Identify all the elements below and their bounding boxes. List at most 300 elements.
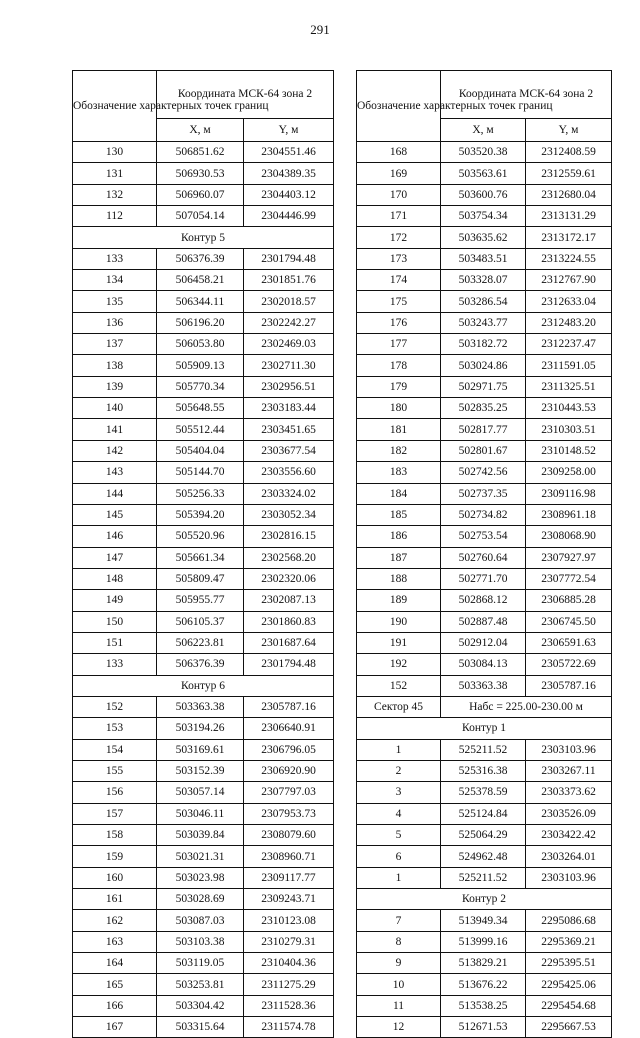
point-number: 182 <box>357 440 441 461</box>
table-row <box>357 760 612 781</box>
table-row <box>73 803 334 824</box>
point-number: 153 <box>73 718 157 739</box>
y-coordinate: 2305787.16 <box>526 675 612 696</box>
x-coordinate: 505404.04 <box>157 440 244 461</box>
table-row <box>357 910 612 931</box>
x-coordinate: 505520.96 <box>157 526 244 547</box>
point-number: 170 <box>357 184 441 205</box>
x-coordinate: 503363.38 <box>441 675 526 696</box>
y-coordinate: 2302018.57 <box>244 291 334 312</box>
x-coordinate: 505955.77 <box>157 590 244 611</box>
y-coordinate: 2307797.03 <box>244 782 334 803</box>
y-coordinate: 2303373.62 <box>526 782 612 803</box>
point-number: 188 <box>357 568 441 589</box>
table-row <box>357 590 612 611</box>
point-number: 147 <box>73 547 157 568</box>
x-coordinate: 505809.47 <box>157 568 244 589</box>
table-row <box>73 334 334 355</box>
point-number: 191 <box>357 632 441 653</box>
x-coordinate: 502801.67 <box>441 440 526 461</box>
y-coordinate: 2303556.60 <box>244 462 334 483</box>
x-coordinate: 506376.39 <box>157 248 244 269</box>
y-coordinate: 2302242.27 <box>244 312 334 333</box>
table-row <box>357 355 612 376</box>
x-coordinate: 503103.38 <box>157 931 244 952</box>
x-coordinate: 506105.37 <box>157 611 244 632</box>
x-coordinate: 503304.42 <box>157 995 244 1016</box>
table-row <box>357 312 612 333</box>
coordinates-table-right <box>356 70 612 1038</box>
y-coordinate: 2312767.90 <box>526 270 612 291</box>
point-number: 167 <box>73 1017 157 1038</box>
page-number: 291 <box>310 22 330 37</box>
x-coordinate: 505144.70 <box>157 462 244 483</box>
point-number: 184 <box>357 483 441 504</box>
point-number: 139 <box>73 376 157 397</box>
y-coordinate: 2295454.68 <box>526 995 612 1016</box>
point-number: 132 <box>73 184 157 205</box>
y-coordinate: 2310148.52 <box>526 440 612 461</box>
x-coordinate: 513999.16 <box>441 931 526 952</box>
point-number: 1 <box>357 739 441 760</box>
y-coordinate: 2306885.28 <box>526 590 612 611</box>
x-coordinate: 505909.13 <box>157 355 244 376</box>
table-row <box>73 654 334 675</box>
table-row <box>357 547 612 568</box>
point-number: 145 <box>73 504 157 525</box>
point-column-header: Обозначение характерных точек границ <box>73 71 157 142</box>
x-coordinate: 506851.62 <box>157 142 244 163</box>
coordinate-column-header: Координата МСК-64 зона 2 <box>157 71 334 119</box>
table-row <box>73 931 334 952</box>
x-column-header: X, м <box>441 119 526 142</box>
table-row <box>73 376 334 397</box>
table-body-left <box>73 142 334 1038</box>
y-coordinate: 2312633.04 <box>526 291 612 312</box>
table-row <box>357 739 612 760</box>
table-row <box>357 227 612 248</box>
table-row <box>357 398 612 419</box>
x-coordinate: 507054.14 <box>157 206 244 227</box>
contour-heading: Контур 2 <box>357 889 612 910</box>
point-number: 150 <box>73 611 157 632</box>
sector-heading-row <box>357 696 612 717</box>
table-row <box>357 1017 612 1038</box>
x-coordinate: 512671.53 <box>441 1017 526 1038</box>
point-number: 183 <box>357 462 441 483</box>
point-number: 178 <box>357 355 441 376</box>
point-number: 180 <box>357 398 441 419</box>
table-body-right <box>357 142 612 1038</box>
table-row <box>73 696 334 717</box>
point-number: 151 <box>73 632 157 653</box>
x-coordinate: 513538.25 <box>441 995 526 1016</box>
y-coordinate: 2302816.15 <box>244 526 334 547</box>
y-coordinate: 2295086.68 <box>526 910 612 931</box>
point-number: 161 <box>73 889 157 910</box>
y-coordinate: 2312483.20 <box>526 312 612 333</box>
point-number: 149 <box>73 590 157 611</box>
x-coordinate: 503084.13 <box>441 654 526 675</box>
contour-heading: Контур 1 <box>357 718 612 739</box>
x-coordinate: 503021.31 <box>157 846 244 867</box>
point-number: 171 <box>357 206 441 227</box>
y-coordinate: 2307953.73 <box>244 803 334 824</box>
table-row <box>73 846 334 867</box>
table-row <box>357 632 612 653</box>
x-coordinate: 506960.07 <box>157 184 244 205</box>
point-number: 155 <box>73 760 157 781</box>
x-coordinate: 506376.39 <box>157 654 244 675</box>
table-row <box>73 462 334 483</box>
y-coordinate: 2301794.48 <box>244 654 334 675</box>
y-coordinate: 2310123.08 <box>244 910 334 931</box>
point-number: 162 <box>73 910 157 931</box>
x-coordinate: 503253.81 <box>157 974 244 995</box>
x-coordinate: 505661.34 <box>157 547 244 568</box>
point-number: 176 <box>357 312 441 333</box>
x-coordinate: 503243.77 <box>441 312 526 333</box>
point-number: 136 <box>73 312 157 333</box>
y-coordinate: 2306640.91 <box>244 718 334 739</box>
y-coordinate: 2303052.34 <box>244 504 334 525</box>
y-coordinate: 2302711.30 <box>244 355 334 376</box>
point-number: 131 <box>73 163 157 184</box>
y-coordinate: 2302320.06 <box>244 568 334 589</box>
table-row <box>357 526 612 547</box>
y-coordinate: 2309258.00 <box>526 462 612 483</box>
x-coordinate: 503286.54 <box>441 291 526 312</box>
table-row <box>73 206 334 227</box>
y-coordinate: 2304389.35 <box>244 163 334 184</box>
table-row <box>73 632 334 653</box>
table-row <box>357 974 612 995</box>
table-row <box>357 206 612 227</box>
y-coordinate: 2308079.60 <box>244 825 334 846</box>
table-row <box>357 675 612 696</box>
x-coordinate: 503754.34 <box>441 206 526 227</box>
table-row <box>357 867 612 888</box>
y-coordinate: 2295369.21 <box>526 931 612 952</box>
x-coordinate: 503028.69 <box>157 889 244 910</box>
point-number: 138 <box>73 355 157 376</box>
point-number: 187 <box>357 547 441 568</box>
point-number: 190 <box>357 611 441 632</box>
table-row <box>73 889 334 910</box>
y-coordinate: 2301851.76 <box>244 270 334 291</box>
table-row <box>357 334 612 355</box>
x-coordinate: 505256.33 <box>157 483 244 504</box>
table-row <box>73 953 334 974</box>
point-number: 175 <box>357 291 441 312</box>
contour-heading: Контур 6 <box>73 675 334 696</box>
y-coordinate: 2308960.71 <box>244 846 334 867</box>
point-number: 142 <box>73 440 157 461</box>
table-row <box>357 803 612 824</box>
point-number: 177 <box>357 334 441 355</box>
y-coordinate: 2305787.16 <box>244 696 334 717</box>
x-coordinate: 502887.48 <box>441 611 526 632</box>
point-number: 159 <box>73 846 157 867</box>
point-number: 164 <box>73 953 157 974</box>
y-coordinate: 2311275.29 <box>244 974 334 995</box>
y-coordinate: 2313172.17 <box>526 227 612 248</box>
x-coordinate: 503087.03 <box>157 910 244 931</box>
y-coordinate: 2305722.69 <box>526 654 612 675</box>
y-coordinate: 2309243.71 <box>244 889 334 910</box>
y-coordinate: 2311574.78 <box>244 1017 334 1038</box>
table-row <box>73 483 334 504</box>
y-coordinate: 2303103.96 <box>526 739 612 760</box>
point-number: 112 <box>73 206 157 227</box>
point-number: 179 <box>357 376 441 397</box>
point-number: 133 <box>73 654 157 675</box>
y-coordinate: 2303264.01 <box>526 846 612 867</box>
x-coordinate: 505770.34 <box>157 376 244 397</box>
point-column-header: Обозначение характерных точек границ <box>357 71 441 142</box>
contour-heading-row <box>357 718 612 739</box>
contour-heading-row <box>73 227 334 248</box>
x-coordinate: 502835.25 <box>441 398 526 419</box>
table-row <box>357 184 612 205</box>
x-coordinate: 525211.52 <box>441 739 526 760</box>
table-row <box>73 142 334 163</box>
table-row <box>73 248 334 269</box>
y-coordinate: 2303422.42 <box>526 825 612 846</box>
table-row <box>73 1017 334 1038</box>
point-number: 154 <box>73 739 157 760</box>
table-row <box>357 142 612 163</box>
x-coordinate: 503182.72 <box>441 334 526 355</box>
x-coordinate: 502912.04 <box>441 632 526 653</box>
y-column-header: Y, м <box>526 119 612 142</box>
y-coordinate: 2301687.64 <box>244 632 334 653</box>
y-coordinate: 2308961.18 <box>526 504 612 525</box>
y-coordinate: 2304446.99 <box>244 206 334 227</box>
y-coordinate: 2312408.59 <box>526 142 612 163</box>
table-row <box>73 910 334 931</box>
y-coordinate: 2303451.65 <box>244 419 334 440</box>
point-number: 135 <box>73 291 157 312</box>
x-coordinate: 503363.38 <box>157 696 244 717</box>
table-row <box>357 440 612 461</box>
y-coordinate: 2306920.90 <box>244 760 334 781</box>
x-coordinate: 503169.61 <box>157 739 244 760</box>
y-coordinate: 2313131.29 <box>526 206 612 227</box>
elevation-range: Набс = 225.00-230.00 м <box>441 696 612 717</box>
y-coordinate: 2312559.61 <box>526 163 612 184</box>
table-row <box>73 782 334 803</box>
table-row <box>357 568 612 589</box>
x-coordinate: 525124.84 <box>441 803 526 824</box>
y-coordinate: 2310404.36 <box>244 953 334 974</box>
y-coordinate: 2295425.06 <box>526 974 612 995</box>
point-number: 157 <box>73 803 157 824</box>
x-coordinate: 525211.52 <box>441 867 526 888</box>
table-row <box>357 654 612 675</box>
y-coordinate: 2301860.83 <box>244 611 334 632</box>
y-coordinate: 2309116.98 <box>526 483 612 504</box>
point-number: 8 <box>357 931 441 952</box>
y-coordinate: 2311591.05 <box>526 355 612 376</box>
x-coordinate: 506344.11 <box>157 291 244 312</box>
x-coordinate: 503152.39 <box>157 760 244 781</box>
point-number: 152 <box>73 696 157 717</box>
x-coordinate: 525316.38 <box>441 760 526 781</box>
table-row <box>357 248 612 269</box>
point-number: 1 <box>357 867 441 888</box>
point-number: 144 <box>73 483 157 504</box>
x-coordinate: 502742.56 <box>441 462 526 483</box>
table-row <box>73 355 334 376</box>
point-number: 141 <box>73 419 157 440</box>
coordinates-table-left <box>72 70 334 1038</box>
point-number: 4 <box>357 803 441 824</box>
point-number: 134 <box>73 270 157 291</box>
x-coordinate: 513949.34 <box>441 910 526 931</box>
point-number: 12 <box>357 1017 441 1038</box>
x-coordinate: 525064.29 <box>441 825 526 846</box>
y-coordinate: 2303183.44 <box>244 398 334 419</box>
contour-heading-row <box>357 889 612 910</box>
x-coordinate: 503119.05 <box>157 953 244 974</box>
y-coordinate: 2313224.55 <box>526 248 612 269</box>
table-row <box>73 825 334 846</box>
table-row <box>73 718 334 739</box>
table-row <box>73 568 334 589</box>
x-coordinate: 503563.61 <box>441 163 526 184</box>
table-row <box>73 611 334 632</box>
y-coordinate: 2302087.13 <box>244 590 334 611</box>
point-number: 158 <box>73 825 157 846</box>
point-number: 148 <box>73 568 157 589</box>
x-coordinate: 503023.98 <box>157 867 244 888</box>
point-number: 11 <box>357 995 441 1016</box>
x-coordinate: 503315.64 <box>157 1017 244 1038</box>
x-coordinate: 502771.70 <box>441 568 526 589</box>
point-number: 160 <box>73 867 157 888</box>
x-coordinate: 506196.20 <box>157 312 244 333</box>
point-number: 168 <box>357 142 441 163</box>
table-row <box>357 995 612 1016</box>
x-coordinate: 502737.35 <box>441 483 526 504</box>
x-coordinate: 506930.53 <box>157 163 244 184</box>
y-column-header: Y, м <box>244 119 334 142</box>
x-coordinate: 513676.22 <box>441 974 526 995</box>
y-coordinate: 2303267.11 <box>526 760 612 781</box>
table-row <box>73 163 334 184</box>
table-row <box>73 419 334 440</box>
x-coordinate: 505394.20 <box>157 504 244 525</box>
y-coordinate: 2304551.46 <box>244 142 334 163</box>
table-row <box>73 739 334 760</box>
table-row <box>73 398 334 419</box>
x-coordinate: 502971.75 <box>441 376 526 397</box>
x-coordinate: 502760.64 <box>441 547 526 568</box>
y-coordinate: 2302568.20 <box>244 547 334 568</box>
table-row <box>73 270 334 291</box>
point-number: 169 <box>357 163 441 184</box>
point-number: 137 <box>73 334 157 355</box>
point-number: 174 <box>357 270 441 291</box>
point-number: 189 <box>357 590 441 611</box>
y-coordinate: 2312680.04 <box>526 184 612 205</box>
table-row <box>73 590 334 611</box>
y-coordinate: 2295667.53 <box>526 1017 612 1038</box>
point-number: 130 <box>73 142 157 163</box>
y-coordinate: 2311325.51 <box>526 376 612 397</box>
table-row <box>357 953 612 974</box>
coordinate-column-header: Координата МСК-64 зона 2 <box>441 71 612 119</box>
y-coordinate: 2295395.51 <box>526 953 612 974</box>
point-number: 5 <box>357 825 441 846</box>
x-coordinate: 503194.26 <box>157 718 244 739</box>
y-coordinate: 2306591.63 <box>526 632 612 653</box>
point-number: 166 <box>73 995 157 1016</box>
point-number: 133 <box>73 248 157 269</box>
table-row <box>357 419 612 440</box>
y-coordinate: 2303103.96 <box>526 867 612 888</box>
y-coordinate: 2312237.47 <box>526 334 612 355</box>
y-coordinate: 2303526.09 <box>526 803 612 824</box>
table-row <box>357 483 612 504</box>
y-coordinate: 2304403.12 <box>244 184 334 205</box>
table-row <box>73 974 334 995</box>
point-number: 10 <box>357 974 441 995</box>
contour-heading: Контур 5 <box>73 227 334 248</box>
x-coordinate: 502817.77 <box>441 419 526 440</box>
point-number: 9 <box>357 953 441 974</box>
point-number: 173 <box>357 248 441 269</box>
point-number: 143 <box>73 462 157 483</box>
table-row <box>73 547 334 568</box>
y-coordinate: 2307772.54 <box>526 568 612 589</box>
y-coordinate: 2302469.03 <box>244 334 334 355</box>
y-coordinate: 2308068.90 <box>526 526 612 547</box>
y-coordinate: 2301794.48 <box>244 248 334 269</box>
y-coordinate: 2309117.77 <box>244 867 334 888</box>
x-coordinate: 505512.44 <box>157 419 244 440</box>
table-row <box>357 462 612 483</box>
point-number: 140 <box>73 398 157 419</box>
y-coordinate: 2310443.53 <box>526 398 612 419</box>
y-coordinate: 2303677.54 <box>244 440 334 461</box>
x-coordinate: 503024.86 <box>441 355 526 376</box>
point-number: 172 <box>357 227 441 248</box>
table-row <box>73 760 334 781</box>
x-coordinate: 502753.54 <box>441 526 526 547</box>
x-coordinate: 502868.12 <box>441 590 526 611</box>
y-coordinate: 2310303.51 <box>526 419 612 440</box>
table-row <box>357 611 612 632</box>
x-coordinate: 503328.07 <box>441 270 526 291</box>
point-number: 3 <box>357 782 441 803</box>
table-row <box>357 270 612 291</box>
table-row <box>357 782 612 803</box>
x-coordinate: 506223.81 <box>157 632 244 653</box>
x-coordinate: 513829.21 <box>441 953 526 974</box>
x-column-header: X, м <box>157 119 244 142</box>
table-row <box>357 291 612 312</box>
point-number: 163 <box>73 931 157 952</box>
table-row <box>73 526 334 547</box>
x-coordinate: 503046.11 <box>157 803 244 824</box>
point-number: 2 <box>357 760 441 781</box>
table-row <box>357 504 612 525</box>
point-number: 186 <box>357 526 441 547</box>
table-row <box>73 312 334 333</box>
x-coordinate: 505648.55 <box>157 398 244 419</box>
